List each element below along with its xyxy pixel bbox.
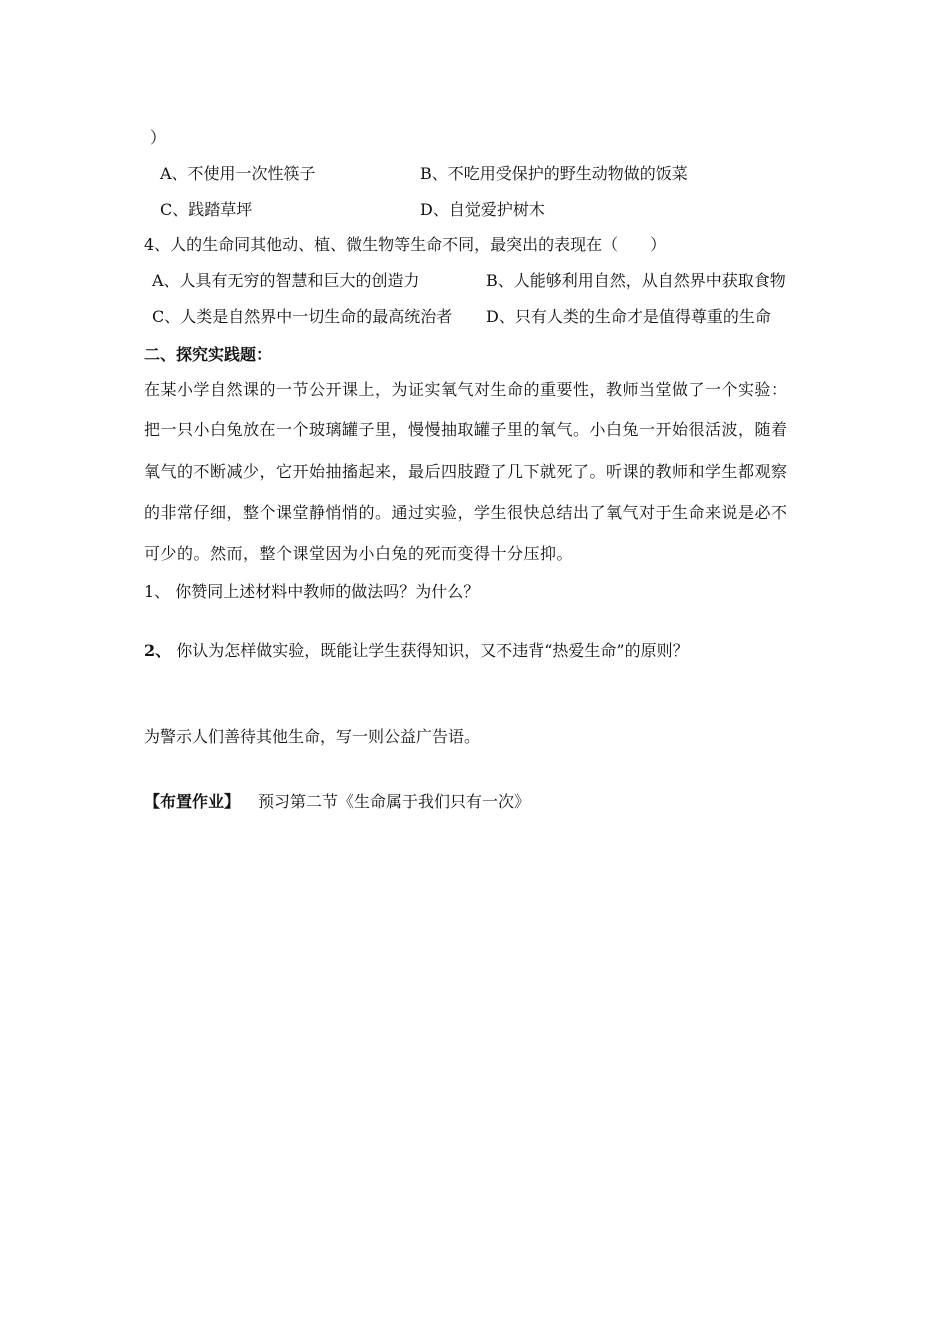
ad-prompt: 为警示人们善待其他生命，写一则公益广告语。: [144, 727, 481, 746]
section-2-heading: 二、探究实践题：: [144, 345, 273, 364]
q4-option-c: C、人类是自然界中一切生命的最高统治者: [152, 307, 453, 326]
question-2-text: 你认为怎样做实验，既能让学生获得知识，又不违背“热爱生命”的原则？: [171, 641, 689, 660]
q4-option-a: A、人具有无穷的智慧和巨大的创造力: [152, 271, 420, 290]
passage-line: 在某小学自然课的一节公开课上，为证实氧气对生命的重要性，教师当堂做了一个实验：: [144, 380, 788, 399]
homework-content: 预习第二节《生命属于我们只有一次》: [258, 792, 531, 811]
question-2: [144, 641, 689, 661]
passage-line: 可少的。然而，整个课堂因为小白兔的死而变得十分压抑。: [144, 544, 574, 563]
question-1: 1、 你赞同上述材料中教师的做法吗？为什么？: [144, 582, 480, 601]
passage-line: 的非常仔细，整个课堂静悄悄的。通过实验，学生很快总结出了氧气对于生命来说是必不: [144, 503, 788, 522]
passage-line: 氧气的不断减少，它开始抽搐起来，最后四肢蹬了几下就死了。听课的教师和学生都观察: [144, 462, 788, 481]
q4-option-d: D、只有人类的生命才是值得尊重的生命: [486, 307, 771, 326]
q3-option-a: A、不使用一次性筷子: [160, 164, 316, 183]
homework-line: [144, 792, 530, 812]
q3-option-c: C、践踏草坪: [160, 200, 253, 219]
q4-stem: 4、人的生命同其他动、植、微生物等生命不同，最突出的表现在（ ）: [144, 235, 667, 254]
q3-option-b: B、不吃用受保护的野生动物做的饭菜: [420, 164, 688, 183]
homework-label: 【布置作业】: [144, 792, 241, 811]
question-2-number: 2、: [144, 641, 172, 660]
q4-option-b: B、人能够利用自然，从自然界中获取食物: [486, 271, 786, 290]
q3-paren-close: ）: [150, 128, 167, 147]
passage-line: 把一只小白兔放在一个玻璃罐子里，慢慢抽取罐子里的氧气。小白兔一开始很活波，随着: [144, 420, 788, 439]
q3-option-d: D、自觉爱护树木: [420, 200, 545, 219]
